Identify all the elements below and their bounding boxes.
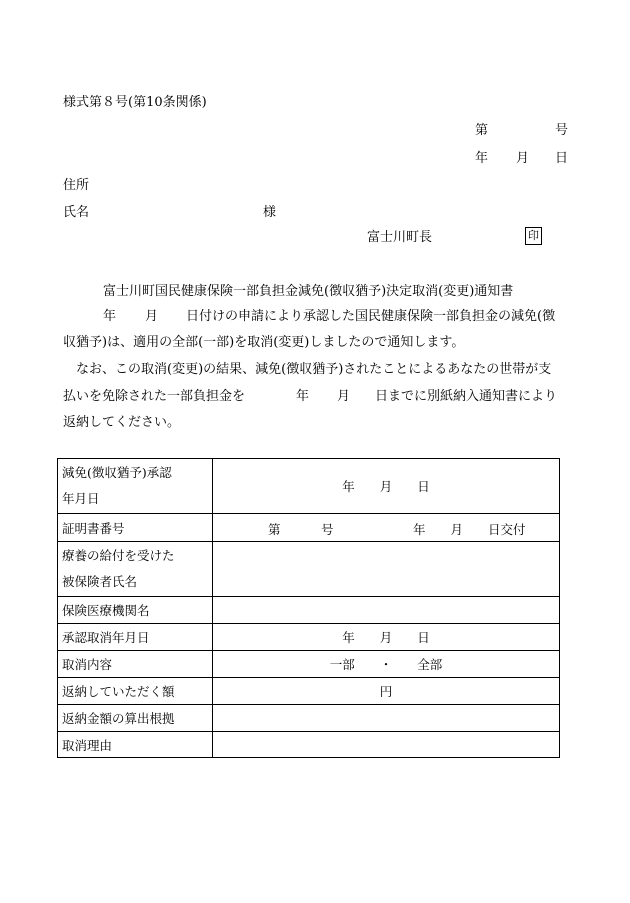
table-row <box>58 651 560 678</box>
p2-a: 払いを免除された一部負担金を <box>63 389 246 404</box>
table-row <box>58 678 560 705</box>
details-table <box>57 458 560 758</box>
table-row <box>58 514 560 542</box>
issuer: 富士川町長 <box>367 230 433 245</box>
p1-rest: 日付けの申請により承認した国民健康保険一部負担金の減免(徴 <box>186 309 556 324</box>
row-value: 一部 ・ 全部 <box>213 651 560 678</box>
paragraph2-line1: なお、この取消(変更)の結果、減免(徴収猶予)されたことによるあなたの世帯が支 <box>76 362 552 377</box>
table-row <box>58 597 560 624</box>
document-title: 富士川町国民健康保険一部負担金減免(徴収猶予)決定取消(変更)通知書 <box>103 284 514 299</box>
table-row <box>58 624 560 651</box>
form-label: 様式第８号(第10条関係) <box>63 95 207 110</box>
row-label: 証明書番号 <box>58 514 213 542</box>
name-label: 氏名 <box>63 205 90 220</box>
row-label: 療養の給付を受けた 被保険者氏名 <box>58 542 213 597</box>
row-label: 取消内容 <box>58 651 213 678</box>
table-row <box>58 542 560 597</box>
address-label: 住所 <box>63 178 90 193</box>
number-dai: 第 <box>475 123 489 138</box>
cert-go: 号 <box>321 522 334 537</box>
row-value <box>213 542 560 597</box>
paragraph2-line3: 返納してください。 <box>63 415 181 430</box>
row-value <box>213 514 560 542</box>
p1-month: 月 <box>145 309 159 324</box>
row-label: 返納金額の算出根拠 <box>58 705 213 732</box>
date-day: 日 <box>555 151 569 166</box>
seal-mark: 印 <box>525 227 542 245</box>
table-row <box>58 705 560 732</box>
row-label: 返納していただく額 <box>58 678 213 705</box>
row-value: 円 <box>213 678 560 705</box>
date-year: 年 <box>475 151 489 166</box>
p1-year: 年 <box>103 309 117 324</box>
row-label: 減免(徴収猶予)承認 年月日 <box>58 459 213 514</box>
paragraph1-line2: 収猶予)は、適用の全部(一部)を取消(変更)しましたので通知します。 <box>63 335 465 350</box>
table-row <box>58 732 560 758</box>
row-value <box>213 705 560 732</box>
paragraph1-line1 <box>103 307 556 327</box>
row-label: 取消理由 <box>58 732 213 758</box>
sama-label: 様 <box>263 205 277 220</box>
number-go: 号 <box>555 123 569 138</box>
p2-month: 月 <box>337 389 351 404</box>
table-row <box>58 459 560 514</box>
row-value: 年 月 日 <box>213 459 560 514</box>
cert-date: 年 月 日交付 <box>413 522 526 537</box>
date-month: 月 <box>516 151 530 166</box>
row-label: 保険医療機関名 <box>58 597 213 624</box>
row-label: 承認取消年月日 <box>58 624 213 651</box>
p2-year: 年 <box>296 389 310 404</box>
cert-dai: 第 <box>268 522 281 537</box>
paragraph2-line2 <box>63 387 563 407</box>
p2-rest: 日までに別紙納入通知書により <box>375 389 558 404</box>
row-value <box>213 597 560 624</box>
row-value <box>213 732 560 758</box>
row-value: 年 月 日 <box>213 624 560 651</box>
